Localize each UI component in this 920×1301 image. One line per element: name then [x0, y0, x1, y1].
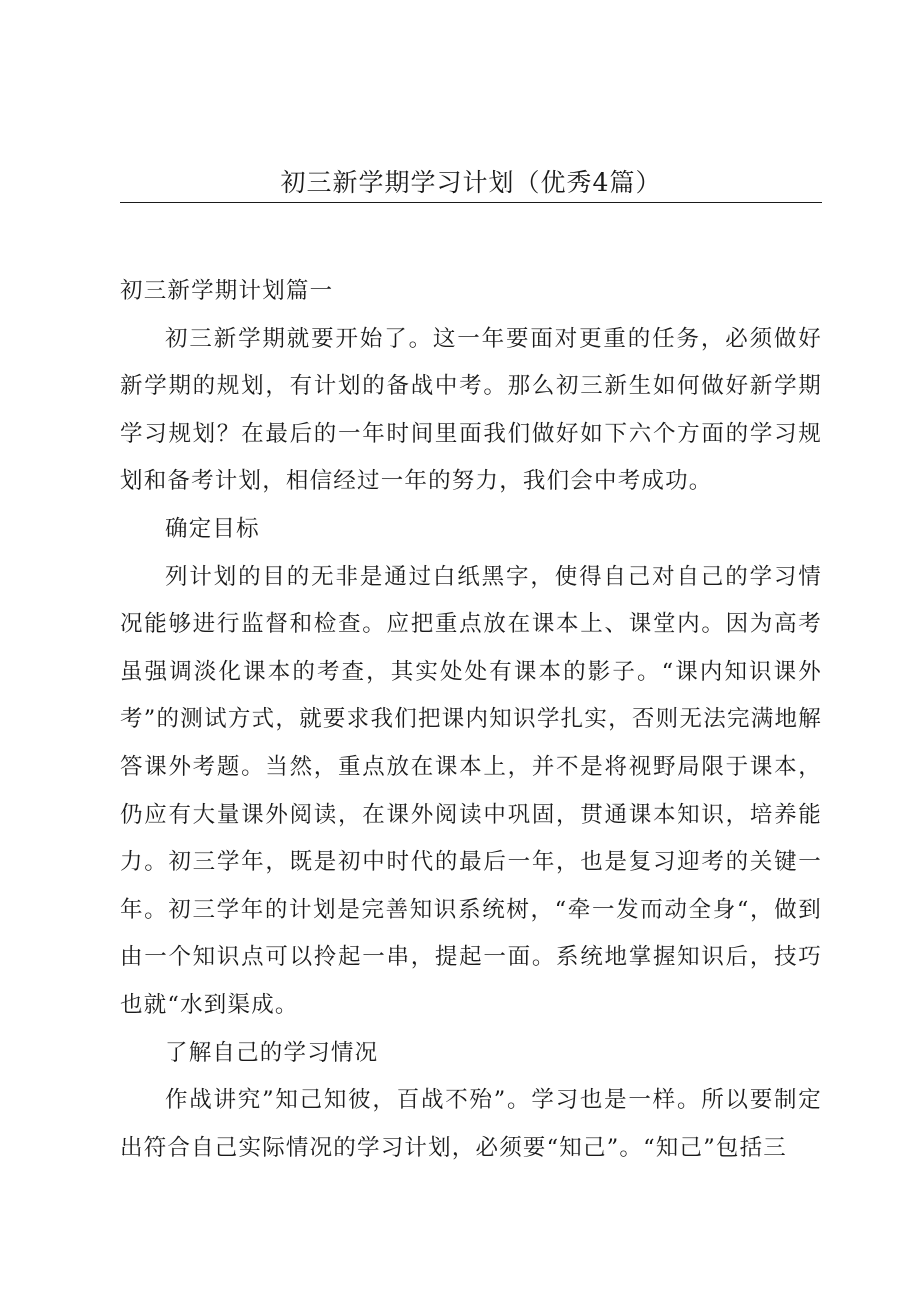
section-title: 初三新学期计划篇一: [120, 278, 334, 304]
paragraph-intro: 初三新学期就要开始了。这一年要面对更重的任务，必须做好新学期的规划，有计划的备战中考。那么初三新生如何做好新学期学习规划？在最后的一年时间里面我们做好如下六个方面的学习规划和备考计划，相信经过一年的努力，我们会中考成功。: [120, 325, 822, 495]
title-underline: [120, 202, 822, 203]
subheading-set-goals: 确定目标: [165, 515, 260, 542]
subheading-know-yourself: 了解自己的学习情况: [165, 1039, 379, 1066]
document-body: [120, 268, 822, 1172]
document-title: 初三新学期学习计划（优秀4篇）: [280, 168, 662, 197]
paragraph-know-yourself: 作战讲究”知己知彼，百战不殆”。学习也是一样。所以要制定出符合自己实际情况的学习计划，必须要“知己”。“知己”包括三: [120, 1087, 822, 1161]
paragraph-set-goals: 列计划的目的无非是通过白纸黑字，使得自己对自己的学习情况能够进行监督和检查。应把重点放在课本上、课堂内。因为高考虽强调淡化课本的考查，其实处处有课本的影子。“课内知识课外考”的测试方式，就要求我们把课内知识学扎实，否则无法完满地解答课外考题。当然，重点放在课本上，并不是将视野局限于课本，仍应有大量课外阅读，在课外阅读中巩固，贯通课本知识，培养能力。初三学年，既是初中时代的最后一年，也是复习迎考的关键一年。初三学年的计划是完善知识系统树，“牵一发而动全身“，做到由一个知识点可以拎起一串，提起一面。系统地掌握知识后，技巧也就“水到渠成。: [120, 563, 822, 1018]
